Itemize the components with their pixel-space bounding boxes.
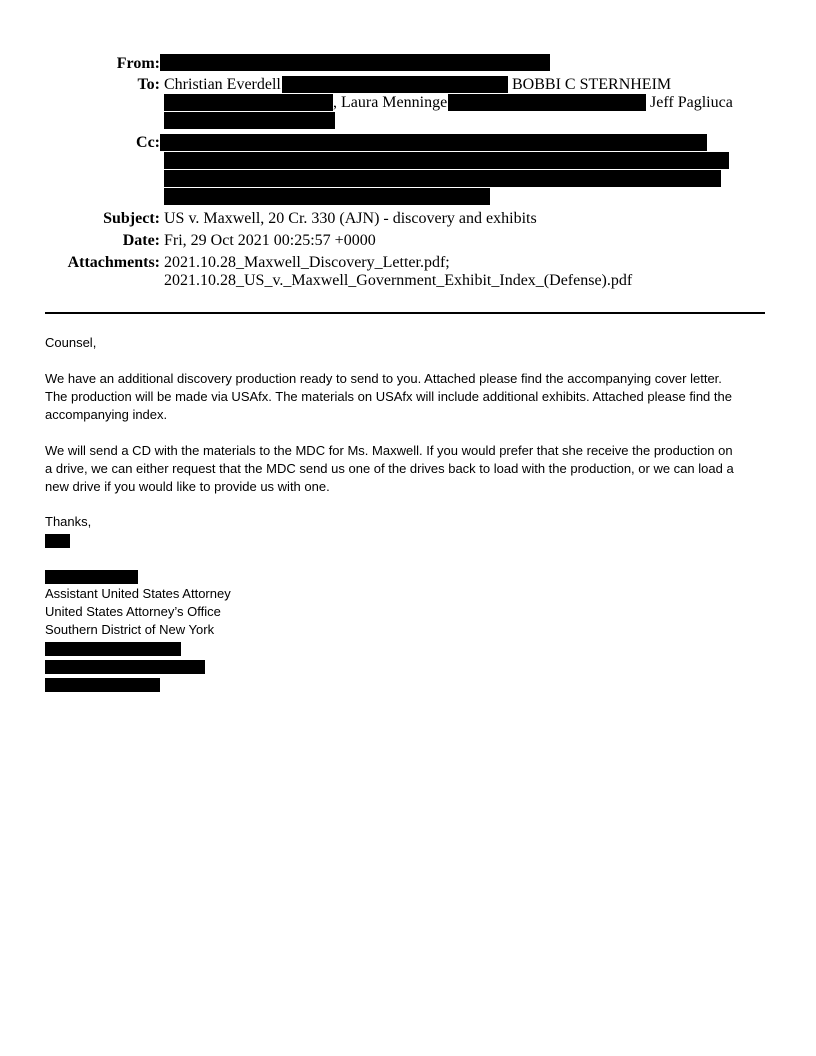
redaction-from bbox=[160, 54, 550, 71]
subject-label: Subject: bbox=[103, 210, 160, 227]
signature-office: United States Attorney’s Office bbox=[45, 604, 221, 619]
attachment-2: 2021.10.28_US_v._Maxwell_Government_Exhibit_Index_(Defense).pdf bbox=[164, 272, 633, 289]
redaction-cc-2 bbox=[164, 152, 729, 169]
signature-title: Assistant United States Attorney bbox=[45, 586, 231, 601]
to-recipient-4: Jeff Pagliuca bbox=[650, 94, 733, 111]
redaction-signature-3 bbox=[45, 678, 160, 692]
redaction-cc-4 bbox=[164, 188, 490, 205]
attachment-1: 2021.10.28_Maxwell_Discovery_Letter.pdf; bbox=[164, 254, 450, 271]
to-recipient-2: BOBBI C STERNHEIM bbox=[512, 76, 672, 93]
cc-label: Cc: bbox=[136, 134, 160, 151]
closing: Thanks, bbox=[45, 514, 92, 529]
redaction-signature-2 bbox=[45, 660, 205, 674]
redaction-signature-1 bbox=[45, 642, 181, 656]
signature-district: Southern District of New York bbox=[45, 622, 215, 637]
to-recipient-1: Christian Everdell bbox=[164, 76, 281, 93]
redaction-signoff-initials bbox=[45, 534, 70, 548]
redaction-to-1 bbox=[282, 76, 508, 93]
redaction-to-2 bbox=[164, 94, 333, 111]
attachments-label: Attachments: bbox=[67, 254, 160, 271]
redaction-cc-3 bbox=[164, 170, 721, 187]
body-paragraph-2: We will send a CD with the materials to the MDC for Ms. Maxwell. If you would prefer that she receive the production on a drive, we can either request that the MDC send us one of the drives back to load with the production, or we can load a new drive if you would like to provide us with one. bbox=[45, 443, 734, 494]
from-label: From: bbox=[116, 55, 160, 72]
redaction-to-4 bbox=[164, 112, 335, 129]
redaction-to-3 bbox=[448, 94, 646, 111]
to-recipient-3: , Laura Menninge bbox=[333, 94, 448, 111]
redaction-cc-1 bbox=[160, 134, 707, 151]
redaction-signature-name bbox=[45, 570, 138, 584]
greeting: Counsel, bbox=[45, 335, 97, 350]
date-value: Fri, 29 Oct 2021 00:25:57 +0000 bbox=[164, 232, 376, 249]
date-label: Date: bbox=[122, 232, 160, 249]
body-paragraph-1: We have an additional discovery production ready to send to you. Attached please find the accompanying cover letter. The production will be made via USAfx. The materials on USAfx will include additional exhibits. Attached please find the accompanying index. bbox=[45, 371, 732, 422]
header-divider bbox=[45, 312, 765, 314]
to-label: To: bbox=[137, 76, 160, 93]
subject-value: US v. Maxwell, 20 Cr. 330 (AJN) - discovery and exhibits bbox=[164, 210, 537, 227]
